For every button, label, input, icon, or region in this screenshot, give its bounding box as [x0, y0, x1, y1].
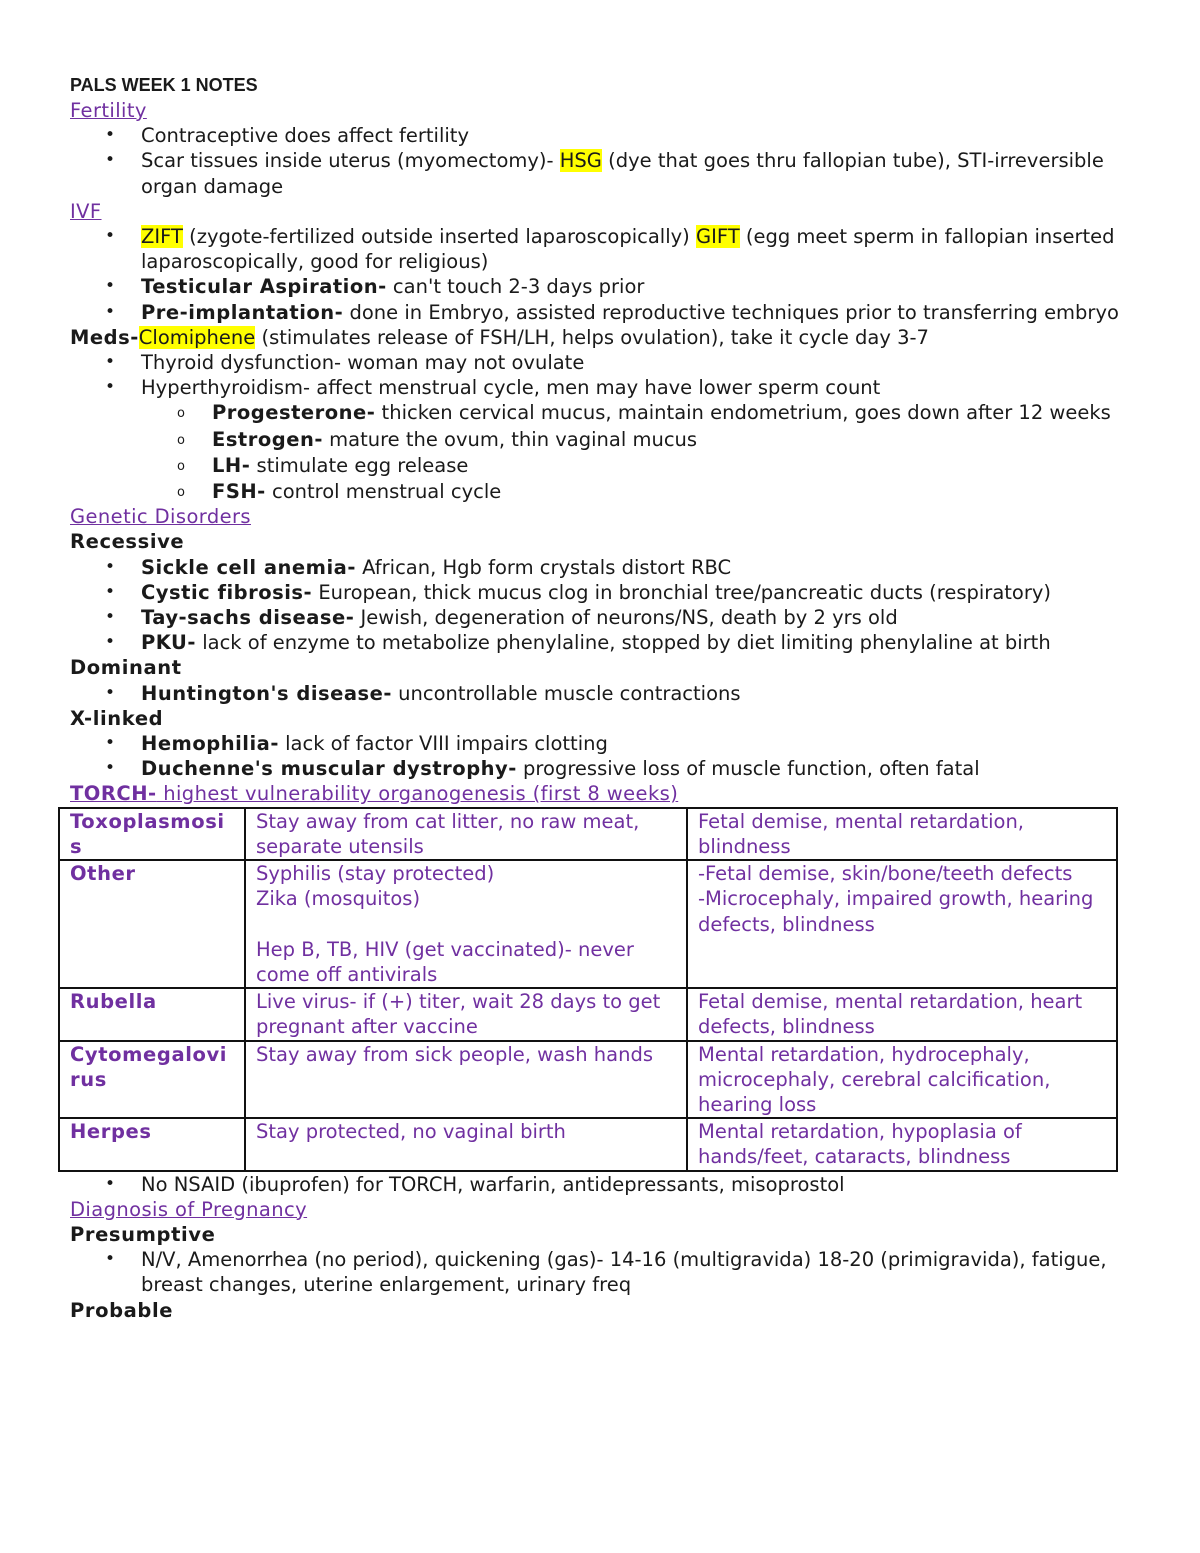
list-item: • Contraceptive does affect fertility — [70, 123, 1130, 148]
table-cell-prevention: Syphilis (stay protected) Zika (mosquitos) Hep B, TB, HIV (get vaccinated)- never come off antivirals — [245, 860, 687, 988]
table-cell-effects: Mental retardation, hypoplasia of hands/feet, cataracts, blindness — [687, 1118, 1117, 1170]
table-cell-effects: Fetal demise, mental retardation, heart defects, blindness — [687, 988, 1117, 1040]
list-item: • N/V, Amenorrhea (no period), quickening (gas)- 14-16 (multigravida) 18-20 (primigravida), fatigue, breast changes, uterine enlargement, urinary freq — [70, 1247, 1130, 1297]
highlight-zift: ZIFT — [141, 225, 183, 249]
heading-fertility: Fertility — [70, 99, 147, 122]
table-cell-prevention: Stay protected, no vaginal birth — [245, 1118, 687, 1170]
document-page — [70, 74, 1130, 1323]
list-item: • Sickle cell anemia- African, Hgb form crystals distort RBC — [70, 555, 1130, 580]
heading-torch: TORCH- highest vulnerability organogenesis (first 8 weeks) — [70, 782, 679, 806]
highlight-clomiphene: Clomiphene — [138, 325, 256, 349]
list-item: • Duchenne's muscular dystrophy- progressive loss of muscle function, often fatal — [70, 756, 1130, 781]
table-cell-prevention: Stay away from cat litter, no raw meat, separate utensils — [245, 808, 687, 860]
torch-table — [58, 807, 1118, 1172]
table-cell-prevention: Live virus- if (+) titer, wait 28 days to get pregnant after vaccine — [245, 988, 687, 1040]
table-row — [59, 1041, 1117, 1119]
table-row — [59, 808, 1117, 860]
list-item: • Cystic fibrosis- European, thick mucus clog in bronchial tree/pancreatic ducts (respiratory) — [70, 580, 1130, 605]
list-item: • No NSAID (ibuprofen) for TORCH, warfarin, antidepressants, misoprostol — [70, 1172, 1130, 1197]
table-cell-name: Cytomegalovirus — [59, 1041, 245, 1119]
list-item: • ZIFT (zygote-fertilized outside inserted laparoscopically) GIFT (egg meet sperm in fallopian inserted laparoscopically, good for religious) — [70, 224, 1130, 274]
page-title: PALS WEEK 1 NOTES — [70, 75, 258, 95]
list-item: • PKU- lack of enzyme to metabolize phenylaline, stopped by diet limiting phenylaline at birth — [70, 630, 1130, 655]
subheading-probable: Probable — [70, 1298, 174, 1322]
highlight-hsg: HSG — [559, 149, 602, 173]
table-cell-effects: -Fetal demise, skin/bone/teeth defects -Microcephaly, impaired growth, hearing defects, blindness — [687, 860, 1117, 988]
table-row — [59, 1118, 1117, 1170]
list-item: • Testicular Aspiration- can't touch 2-3 days prior — [70, 274, 1130, 299]
list-item: • Tay-sachs disease- Jewish, degeneration of neurons/NS, death by 2 yrs old — [70, 605, 1130, 630]
table-cell-name: Other — [59, 860, 245, 988]
subheading-dominant: Dominant — [70, 656, 182, 680]
list-item: • Thyroid dysfunction- woman may not ovulate — [70, 350, 1130, 375]
table-cell-effects: Mental retardation, hydrocephaly, microcephaly, cerebral calcification, hearing loss — [687, 1041, 1117, 1119]
highlight-gift: GIFT — [696, 225, 740, 249]
table-row — [59, 988, 1117, 1040]
meds-line: Meds-Clomiphene (stimulates release of FSH/LH, helps ovulation), take it cycle day 3-7 — [70, 325, 929, 349]
list-item: • Hyperthyroidism- affect menstrual cycle, men may have lower sperm count — [70, 375, 1130, 400]
list-item: • Pre-implantation- done in Embryo, assisted reproductive techniques prior to transferring embryo — [70, 300, 1130, 325]
sub-list-item: o FSH- control menstrual cycle — [70, 479, 1130, 504]
subheading-x-linked: X-linked — [70, 706, 164, 730]
subheading-recessive: Recessive — [70, 530, 185, 554]
table-row — [59, 860, 1117, 988]
subheading-presumptive: Presumptive — [70, 1222, 216, 1246]
sub-list-item: o LH- stimulate egg release — [70, 453, 1130, 478]
table-cell-name: Toxoplasmosis — [59, 808, 245, 860]
table-cell-prevention: Stay away from sick people, wash hands — [245, 1041, 687, 1119]
heading-diagnosis-of-pregnancy: Diagnosis of Pregnancy — [70, 1197, 308, 1221]
table-cell-effects: Fetal demise, mental retardation, blindness — [687, 808, 1117, 860]
sub-list-item: o Estrogen- mature the ovum, thin vaginal mucus — [70, 427, 1130, 452]
heading-ivf: IVF — [70, 199, 102, 223]
table-cell-name: Rubella — [59, 988, 245, 1040]
list-item: • Hemophilia- lack of factor VIII impairs clotting — [70, 731, 1130, 756]
list-item: • Scar tissues inside uterus (myomectomy)- HSG (dye that goes thru fallopian tube), STI-irreversible organ damage — [70, 148, 1130, 198]
list-item: • Huntington's disease- uncontrollable muscle contractions — [70, 681, 1130, 706]
table-cell-name: Herpes — [59, 1118, 245, 1170]
sub-list-item: o Progesterone- thicken cervical mucus, maintain endometrium, goes down after 12 weeks — [70, 400, 1130, 425]
heading-genetic-disorders: Genetic Disorders — [70, 505, 251, 529]
